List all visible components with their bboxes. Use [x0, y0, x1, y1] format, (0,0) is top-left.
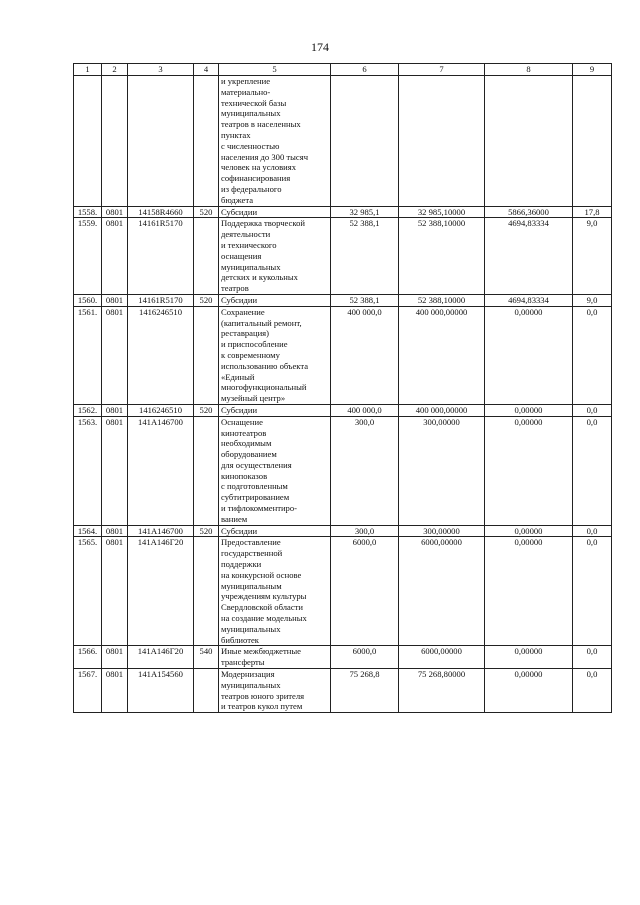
- target-code: 141A146Г20: [128, 646, 194, 669]
- expense-type: [194, 306, 219, 404]
- target-code: [128, 76, 194, 207]
- target-code: 14161R5170: [128, 294, 194, 306]
- column-header-5: 5: [219, 64, 331, 76]
- column-header-3: 3: [128, 64, 194, 76]
- expense-type: [194, 218, 219, 295]
- expense-type: [194, 669, 219, 713]
- column-header-7: 7: [399, 64, 485, 76]
- amount-col6: [331, 76, 399, 207]
- expense-type: 520: [194, 525, 219, 537]
- percent-col9: [573, 76, 612, 207]
- section-code: 0801: [102, 525, 128, 537]
- row-number: 1562.: [74, 404, 102, 416]
- amount-col6: 32 985,1: [331, 206, 399, 218]
- header-row: [74, 64, 612, 76]
- expense-type: [194, 76, 219, 207]
- item-name: Оснащение кинотеатров необходимым оборудованием для осуществления кинопоказов с подготовленным субтитрированием и тифлокомментиро- ванием: [219, 416, 331, 525]
- amount-col7: 300,00000: [399, 416, 485, 525]
- item-name: Субсидии: [219, 206, 331, 218]
- amount-col7: [399, 76, 485, 207]
- amount-col8: 0,00000: [485, 416, 573, 525]
- budget-table: [73, 63, 612, 713]
- column-header-6: 6: [331, 64, 399, 76]
- percent-col9: 9,0: [573, 294, 612, 306]
- table-row: [74, 218, 612, 295]
- amount-col6: 6000,0: [331, 646, 399, 669]
- item-name: Субсидии: [219, 525, 331, 537]
- amount-col8: 4694,83334: [485, 294, 573, 306]
- column-header-4: 4: [194, 64, 219, 76]
- column-header-9: 9: [573, 64, 612, 76]
- amount-col6: 400 000,0: [331, 306, 399, 404]
- row-number: 1559.: [74, 218, 102, 295]
- amount-col7: 6000,00000: [399, 537, 485, 646]
- target-code: 1416246510: [128, 404, 194, 416]
- amount-col7: 52 388,10000: [399, 294, 485, 306]
- amount-col7: 75 268,80000: [399, 669, 485, 713]
- section-code: 0801: [102, 206, 128, 218]
- row-number: 1558.: [74, 206, 102, 218]
- percent-col9: 0,0: [573, 646, 612, 669]
- amount-col7: 400 000,00000: [399, 404, 485, 416]
- row-number: 1563.: [74, 416, 102, 525]
- row-number: 1567.: [74, 669, 102, 713]
- amount-col8: 0,00000: [485, 306, 573, 404]
- percent-col9: 0,0: [573, 306, 612, 404]
- amount-col6: 400 000,0: [331, 404, 399, 416]
- table-row: [74, 525, 612, 537]
- item-name: Предоставление государственной поддержки на конкурсной основе муниципальным учреждениям культуры Свердловской области на создание модельных муниципальных библиотек: [219, 537, 331, 646]
- table-row: [74, 294, 612, 306]
- table-row: [74, 404, 612, 416]
- table-row: [74, 306, 612, 404]
- percent-col9: 0,0: [573, 416, 612, 525]
- expense-type: [194, 537, 219, 646]
- percent-col9: 17,8: [573, 206, 612, 218]
- item-name: и укрепление материально- технической базы муниципальных театров в населенных пунктах с численностью населения до 300 тысяч человек на условиях софинансирования из федерального бюджета: [219, 76, 331, 207]
- target-code: 141A146700: [128, 416, 194, 525]
- section-code: 0801: [102, 218, 128, 295]
- amount-col7: 52 388,10000: [399, 218, 485, 295]
- amount-col6: 75 268,8: [331, 669, 399, 713]
- section-code: 0801: [102, 646, 128, 669]
- item-name: Иные межбюджетные трансферты: [219, 646, 331, 669]
- section-code: 0801: [102, 669, 128, 713]
- section-code: 0801: [102, 537, 128, 646]
- row-number: 1565.: [74, 537, 102, 646]
- amount-col7: 6000,00000: [399, 646, 485, 669]
- table-row: [74, 669, 612, 713]
- table-row: [74, 416, 612, 525]
- target-code: 141A154560: [128, 669, 194, 713]
- column-header-2: 2: [102, 64, 128, 76]
- percent-col9: 0,0: [573, 525, 612, 537]
- target-code: 1416246510: [128, 306, 194, 404]
- section-code: 0801: [102, 306, 128, 404]
- expense-type: 520: [194, 206, 219, 218]
- percent-col9: 0,0: [573, 404, 612, 416]
- target-code: 141A146700: [128, 525, 194, 537]
- row-number: 1564.: [74, 525, 102, 537]
- row-number: 1561.: [74, 306, 102, 404]
- amount-col8: [485, 76, 573, 207]
- amount-col8: 4694,83334: [485, 218, 573, 295]
- amount-col7: 300,00000: [399, 525, 485, 537]
- amount-col8: 0,00000: [485, 404, 573, 416]
- row-number: [74, 76, 102, 207]
- percent-col9: 9,0: [573, 218, 612, 295]
- amount-col6: 300,0: [331, 525, 399, 537]
- section-code: 0801: [102, 294, 128, 306]
- expense-type: [194, 416, 219, 525]
- column-header-1: 1: [74, 64, 102, 76]
- section-code: 0801: [102, 404, 128, 416]
- percent-col9: 0,0: [573, 537, 612, 646]
- row-number: 1560.: [74, 294, 102, 306]
- amount-col6: 52 388,1: [331, 218, 399, 295]
- table-row: [74, 537, 612, 646]
- target-code: 14158R4660: [128, 206, 194, 218]
- amount-col7: 400 000,00000: [399, 306, 485, 404]
- item-name: Сохранение (капитальный ремонт, реставрация) и приспособление к современному использованию объекта «Единый многофункциональный музейный центр»: [219, 306, 331, 404]
- target-code: 14161R5170: [128, 218, 194, 295]
- section-code: 0801: [102, 416, 128, 525]
- page-number: 174: [311, 40, 329, 54]
- table-row: [74, 646, 612, 669]
- item-name: Субсидии: [219, 404, 331, 416]
- target-code: 141A146Г20: [128, 537, 194, 646]
- amount-col8: 5866,36000: [485, 206, 573, 218]
- table-row: [74, 206, 612, 218]
- item-name: Поддержка творческой деятельности и технического оснащения муниципальных детских и кукольных театров: [219, 218, 331, 295]
- amount-col8: 0,00000: [485, 537, 573, 646]
- column-header-8: 8: [485, 64, 573, 76]
- amount-col8: 0,00000: [485, 669, 573, 713]
- table-row: [74, 76, 612, 207]
- expense-type: 540: [194, 646, 219, 669]
- row-number: 1566.: [74, 646, 102, 669]
- amount-col6: 6000,0: [331, 537, 399, 646]
- expense-type: 520: [194, 294, 219, 306]
- amount-col8: 0,00000: [485, 525, 573, 537]
- section-code: [102, 76, 128, 207]
- amount-col6: 300,0: [331, 416, 399, 525]
- amount-col8: 0,00000: [485, 646, 573, 669]
- item-name: Модернизация муниципальных театров юного зрителя и театров кукол путем: [219, 669, 331, 713]
- amount-col6: 52 388,1: [331, 294, 399, 306]
- amount-col7: 32 985,10000: [399, 206, 485, 218]
- percent-col9: 0,0: [573, 669, 612, 713]
- item-name: Субсидии: [219, 294, 331, 306]
- expense-type: 520: [194, 404, 219, 416]
